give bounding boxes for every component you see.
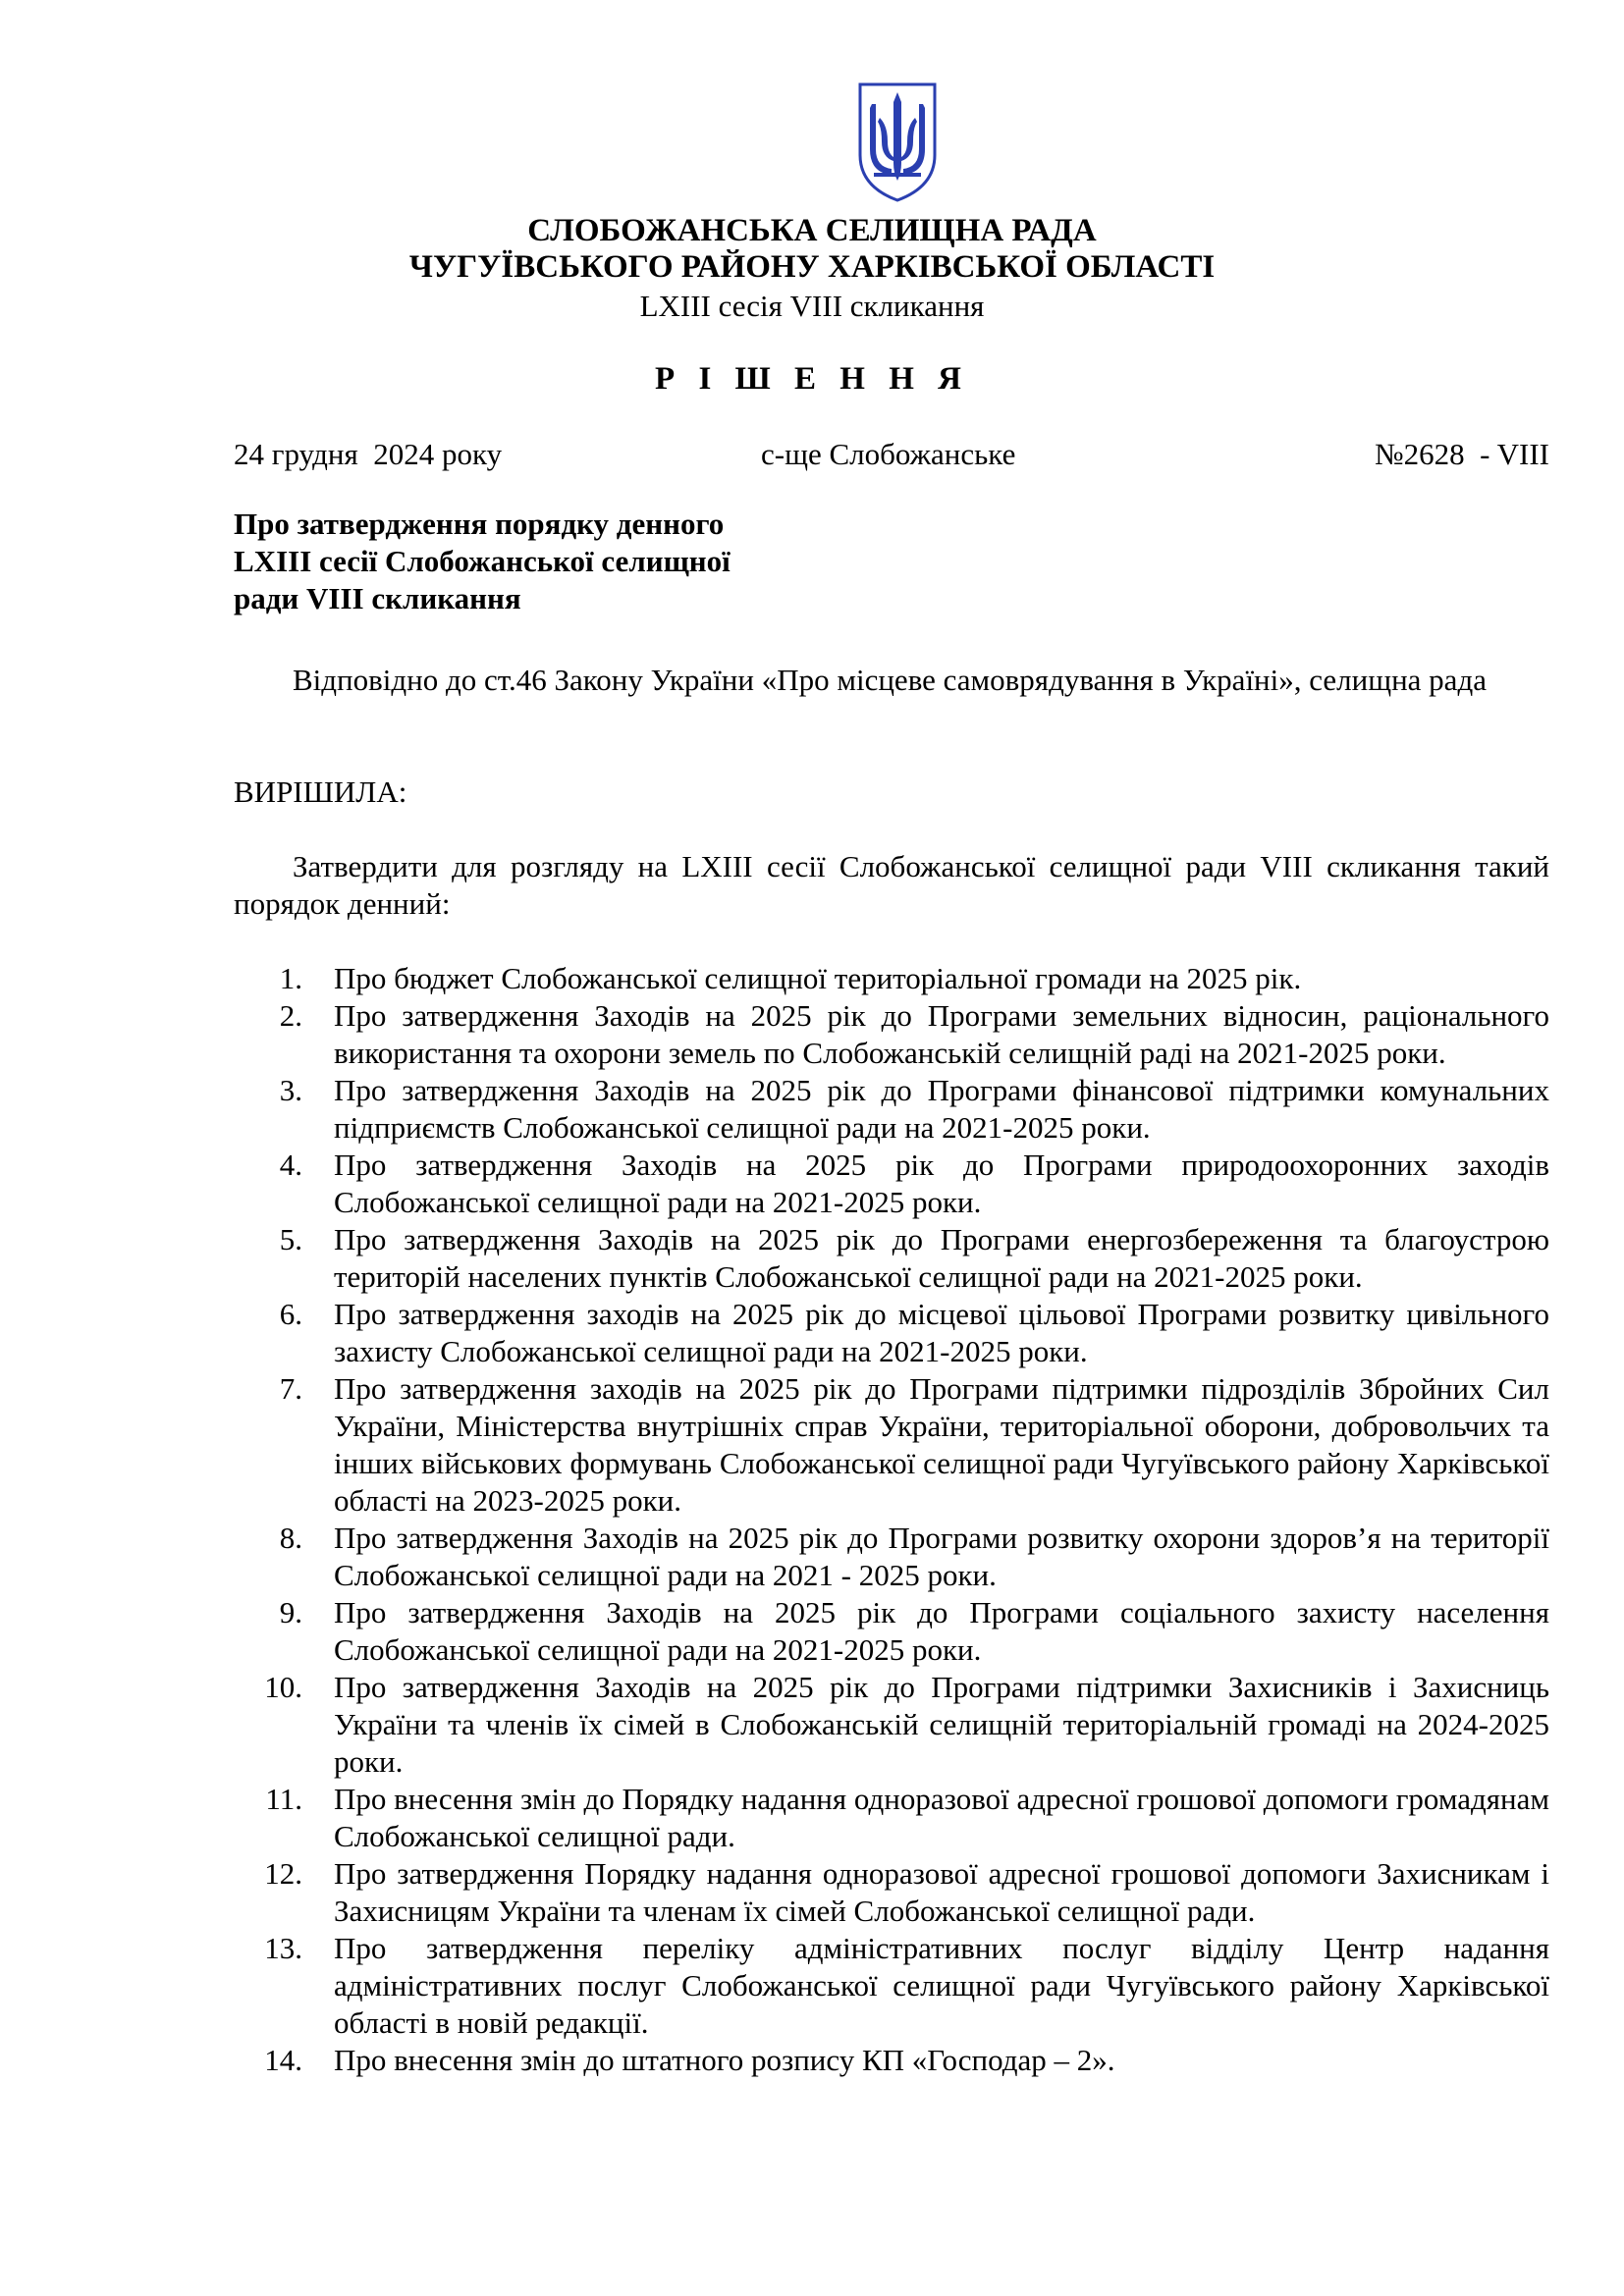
agenda-item: [234, 1594, 1549, 1669]
district-region: ЧУГУЇВСЬКОГО РАЙОНУ ХАРКІВСЬКОЇ ОБЛАСТІ: [408, 249, 1216, 285]
agenda-item-text: Про затвердження Заходів на 2025 рік до Програми соціального захисту населення Слобожанської селищної ради на 2021-2025 роки.: [334, 1595, 1549, 1667]
agenda-item-text: Про бюджет Слобожанської селищної територіальної громади на 2025 рік.: [334, 961, 1302, 995]
coat-of-arms-icon: [854, 79, 941, 206]
agenda-item: [234, 1669, 1549, 1781]
document-meta: [234, 437, 1549, 476]
legal-basis-paragraph: Відповідно до ст.46 Закону України «Про місцеве самоврядування в Україні», селищна рада: [293, 663, 1487, 697]
document-date: 24 грудня 2024 року: [234, 437, 503, 471]
agenda-item: [234, 1855, 1549, 1930]
agenda-item-number: 1.: [279, 961, 302, 995]
agenda-item-number: 2.: [279, 998, 302, 1033]
agenda-item-number: 7.: [279, 1371, 302, 1406]
agenda-item: [234, 1520, 1549, 1594]
document-place: с-ще Слобожанське: [761, 437, 1016, 471]
agenda-item-number: 4.: [279, 1148, 302, 1182]
agenda-item-text: Про затвердження заходів на 2025 рік до Програми підтримки підрозділів Збройних Сил України, Міністерства внутрішніх справ України, територіальної оборони, добровольчих та інших військових формувань Слобожанської селищної ради Чугуївського району Харківської області на 2023-2025 роки.: [334, 1371, 1549, 1518]
agenda-item-number: 5.: [279, 1222, 302, 1256]
agenda-item-text: Про внесення змін до Порядку надання одноразової адресної грошової допомоги громадянам Слобожанської селищної ради.: [334, 1782, 1549, 1853]
agenda-item-text: Про затвердження Заходів на 2025 рік до Програми розвитку охорони здоров’я на території Слобожанської селищної ради на 2021 - 2025 роки.: [334, 1521, 1549, 1592]
agenda-item-text: Про внесення змін до штатного розпису КП «Господар – 2».: [334, 2043, 1115, 2077]
agenda-item-number: 6.: [279, 1297, 302, 1331]
agenda-item-text: Про затвердження Заходів на 2025 рік до Програми підтримки Захисників і Захисниць України та членів їх сімей в Слобожанській селищній територіальній громаді на 2024-2025 роки.: [334, 1670, 1549, 1779]
agenda-item: [234, 2042, 1549, 2079]
document-subject: [234, 506, 842, 617]
agenda-item-text: Про затвердження заходів на 2025 рік до місцевої цільової Програми розвитку цивільного захисту Слобожанської селищної ради на 2021-2025 роки.: [334, 1297, 1549, 1368]
document-type-title: Р І Ш Е Н Н Я: [655, 361, 969, 397]
agenda-item-text: Про затвердження Заходів на 2025 рік до Програми фінансової підтримки комунальних підприємств Слобожанської селищної ради на 2021-2025 роки.: [334, 1073, 1549, 1145]
agenda-item-text: Про затвердження Порядку надання одноразової адресної грошової допомоги Захисникам і Захисницям України та членам їх сімей Слобожанської селищної ради.: [334, 1856, 1549, 1928]
agenda-item-number: 14.: [264, 2043, 302, 2077]
agenda-item: [234, 1072, 1549, 1147]
agenda-list: [234, 960, 1549, 2079]
document-number: №2628 - VIII: [1375, 437, 1549, 471]
agenda-item: [234, 1221, 1549, 1296]
agenda-item: [234, 1930, 1549, 2042]
agenda-item-text: Про затвердження Заходів на 2025 рік до Програми земельних відносин, раціонального використання та охорони земель по Слобожанській селищній раді на 2021-2025 роки.: [334, 998, 1549, 1070]
agenda-item: [234, 997, 1549, 1072]
agenda-item-number: 3.: [279, 1073, 302, 1107]
agenda-item: [234, 1370, 1549, 1520]
session-title: LXIII сесія VIII скликання: [639, 289, 985, 323]
resolved-heading: ВИРІШИЛА:: [234, 774, 407, 809]
agenda-item-number: 11.: [265, 1782, 302, 1816]
agenda-item-number: 9.: [279, 1595, 302, 1629]
agenda-item-text: Про затвердження Заходів на 2025 рік до Програми природоохоронних заходів Слобожанської селищної ради на 2021-2025 роки.: [334, 1148, 1549, 1219]
agenda-item: [234, 1147, 1549, 1221]
agenda-item-number: 8.: [279, 1521, 302, 1555]
agenda-item-text: Про затвердження Заходів на 2025 рік до Програми енергозбереження та благоустрою територій населених пунктів Слобожанської селищної ради на 2021-2025 роки.: [334, 1222, 1549, 1294]
subject-line: ради VIII скликання: [234, 581, 521, 615]
council-name: СЛОБОЖАНСЬКА СЕЛИЩНА РАДА: [527, 213, 1097, 248]
subject-line: LXIII сесії Слобожанської селищної: [234, 544, 731, 578]
agenda-item-number: 10.: [264, 1670, 302, 1704]
agenda-item: [234, 1781, 1549, 1855]
agenda-item: [234, 1296, 1549, 1370]
agenda-item-text: Про затвердження переліку адміністративних послуг відділу Центр надання адміністративних послуг Слобожанської селищної ради Чугуївського району Харківської області в новій редакції.: [334, 1931, 1549, 2040]
agenda-item-number: 12.: [264, 1856, 302, 1891]
subject-line: Про затвердження порядку денного: [234, 507, 725, 541]
agenda-item-number: 13.: [264, 1931, 302, 1965]
agenda-item: [234, 960, 1549, 997]
approve-paragraph: Затвердити для розгляду на LXIII сесії Слобожанської селищної ради VIII скликання такий порядок денний:: [234, 849, 1549, 921]
